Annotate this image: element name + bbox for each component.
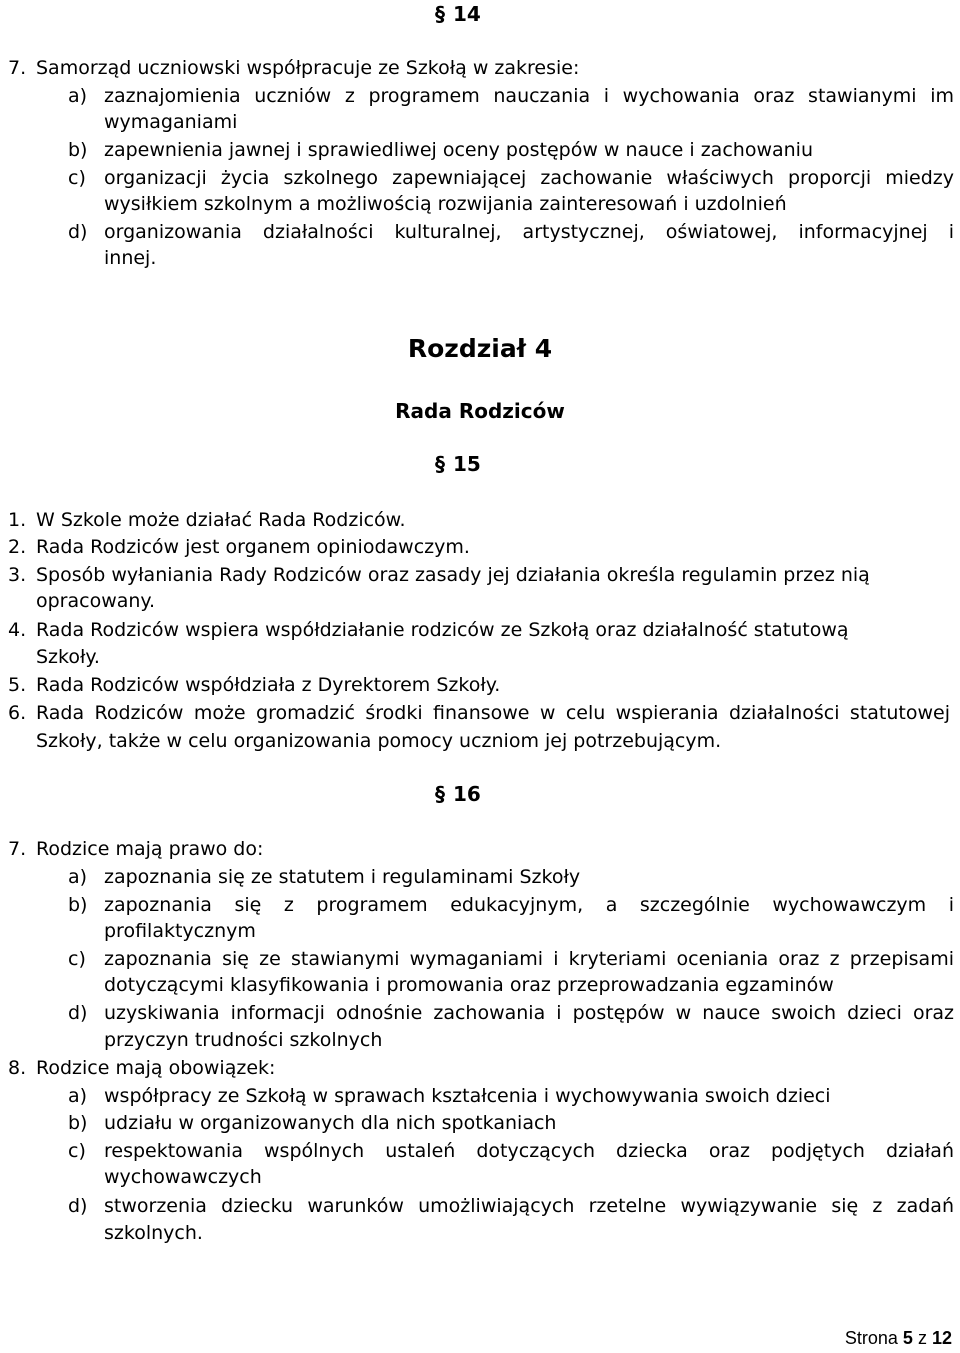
s16-8d-line1: stworzenia dziecku warunków umożliwiających rzetelne wywiązywanie się z zadań — [104, 1195, 954, 1217]
s16-8d-line2: szkolnych. — [104, 1222, 203, 1244]
s16-8b-line1: udziału w organizowanych dla nich spotkaniach — [104, 1112, 557, 1134]
s16-item8-num: 8. — [8, 1057, 27, 1079]
s16-7b-line2: profilaktycznym — [104, 920, 256, 942]
s16-7c-letter: c) — [68, 948, 86, 970]
s16-7c-line1: zapoznania się ze stawianymi wymaganiami i kryteriami oceniania oraz z przepisami — [104, 948, 954, 970]
s15-item2-num: 2. — [8, 536, 27, 558]
s16-8c-line2: wychowawczych — [104, 1166, 262, 1188]
s16-7b-letter: b) — [68, 894, 88, 916]
s15-item6-num: 6. — [8, 702, 27, 724]
s16-7c-line2: dotyczącymi klasyfikowania i promowania oraz przeprowadzania egzaminów — [104, 974, 834, 996]
section-16-heading: § 16 — [435, 782, 481, 806]
s16-item8-text: Rodzice mają obowiązek: — [36, 1057, 276, 1079]
s16-7a-line1: zapoznania się ze statutem i regulaminami Szkoły — [104, 866, 581, 888]
s14-a-line1: zaznajomienia uczniów z programem nauczania i wychowania oraz stawianymi im — [104, 85, 954, 107]
s16-8d-letter: d) — [68, 1195, 88, 1217]
page-label: Strona — [844, 1328, 898, 1348]
s15-item4-line2: Szkoły. — [36, 646, 100, 668]
s15-item4-num: 4. — [8, 619, 27, 641]
s16-7d-line2: przyczyn trudności szkolnych — [104, 1029, 383, 1051]
s16-8b-letter: b) — [68, 1112, 88, 1134]
s16-item7-text: Rodzice mają prawo do: — [36, 838, 264, 860]
s15-item5-num: 5. — [8, 674, 27, 696]
s14-b-letter: b) — [68, 139, 88, 161]
s16-item7-num: 7. — [8, 838, 27, 860]
page-current: 5 — [902, 1328, 913, 1348]
s15-item3-line2: opracowany. — [36, 590, 156, 612]
s15-item1-num: 1. — [8, 509, 27, 531]
s14-a-line2: wymaganiami — [104, 111, 238, 133]
s16-8c-letter: c) — [68, 1140, 86, 1162]
s16-7b-line1: zapoznania się z programem edukacyjnym, a szczególnie wychowawczym i — [104, 894, 954, 916]
s14-c-line1: organizacji życia szkolnego zapewniającej zachowanie właściwych proporcji miedzy — [104, 167, 954, 189]
s15-item6-line2: Szkoły, także w celu organizowania pomocy uczniom jej potrzebującym. — [36, 730, 722, 752]
s14-item7-text: Samorząd uczniowski współpracuje ze Szkołą w zakresie: — [36, 57, 580, 79]
page-total: 12 — [931, 1328, 952, 1348]
s14-d-line1: organizowania działalności kulturalnej, artystycznej, oświatowej, informacyjnej i — [104, 221, 954, 243]
chapter-subtitle: Rada Rodziców — [395, 399, 565, 423]
s15-item5-text: Rada Rodziców współdziała z Dyrektorem Szkoły. — [36, 674, 501, 696]
s14-b-line1: zapewnienia jawnej i sprawiedliwej oceny postępów w nauce i zachowaniu — [104, 139, 813, 161]
chapter-title: Rozdział 4 — [407, 334, 553, 363]
s16-7d-line1: uzyskiwania informacji odnośnie zachowania i postępów w nauce swoich dzieci oraz — [104, 1002, 954, 1024]
page-of: z — [917, 1328, 927, 1348]
s15-item3-line1: Sposób wyłaniania Rady Rodziców oraz zasady jej działania określa regulamin przez nią — [36, 564, 870, 586]
section-15-heading: § 15 — [435, 452, 481, 476]
page-footer — [845, 1328, 952, 1349]
s14-d-line2: innej. — [104, 247, 157, 269]
s16-8c-line1: respektowania wspólnych ustaleń dotyczących dziecka oraz podjętych działań — [104, 1140, 954, 1162]
s14-c-letter: c) — [68, 167, 86, 189]
s15-item4-line1: Rada Rodziców wspiera współdziałanie rodziców ze Szkołą oraz działalność statutową — [36, 619, 849, 641]
section-14-heading: § 14 — [435, 2, 481, 26]
s14-a-letter: a) — [68, 85, 88, 107]
s15-item1-text: W Szkole może działać Rada Rodziców. — [36, 509, 406, 531]
s15-item2-text: Rada Rodziców jest organem opiniodawczym. — [36, 536, 470, 558]
s14-item7-num: 7. — [8, 57, 27, 79]
s15-item6-line1: Rada Rodziców może gromadzić środki finansowe w celu wspierania działalności statutowej — [36, 702, 950, 724]
s16-8a-letter: a) — [68, 1085, 88, 1107]
s16-7d-letter: d) — [68, 1002, 88, 1024]
s15-item3-num: 3. — [8, 564, 27, 586]
s14-c-line2: wysiłkiem szkolnym a możliwością rozwijania zainteresowań i uzdolnień — [104, 193, 787, 215]
s14-d-letter: d) — [68, 221, 88, 243]
s16-8a-line1: współpracy ze Szkołą w sprawach kształcenia i wychowywania swoich dzieci — [104, 1085, 831, 1107]
s16-7a-letter: a) — [68, 866, 88, 888]
